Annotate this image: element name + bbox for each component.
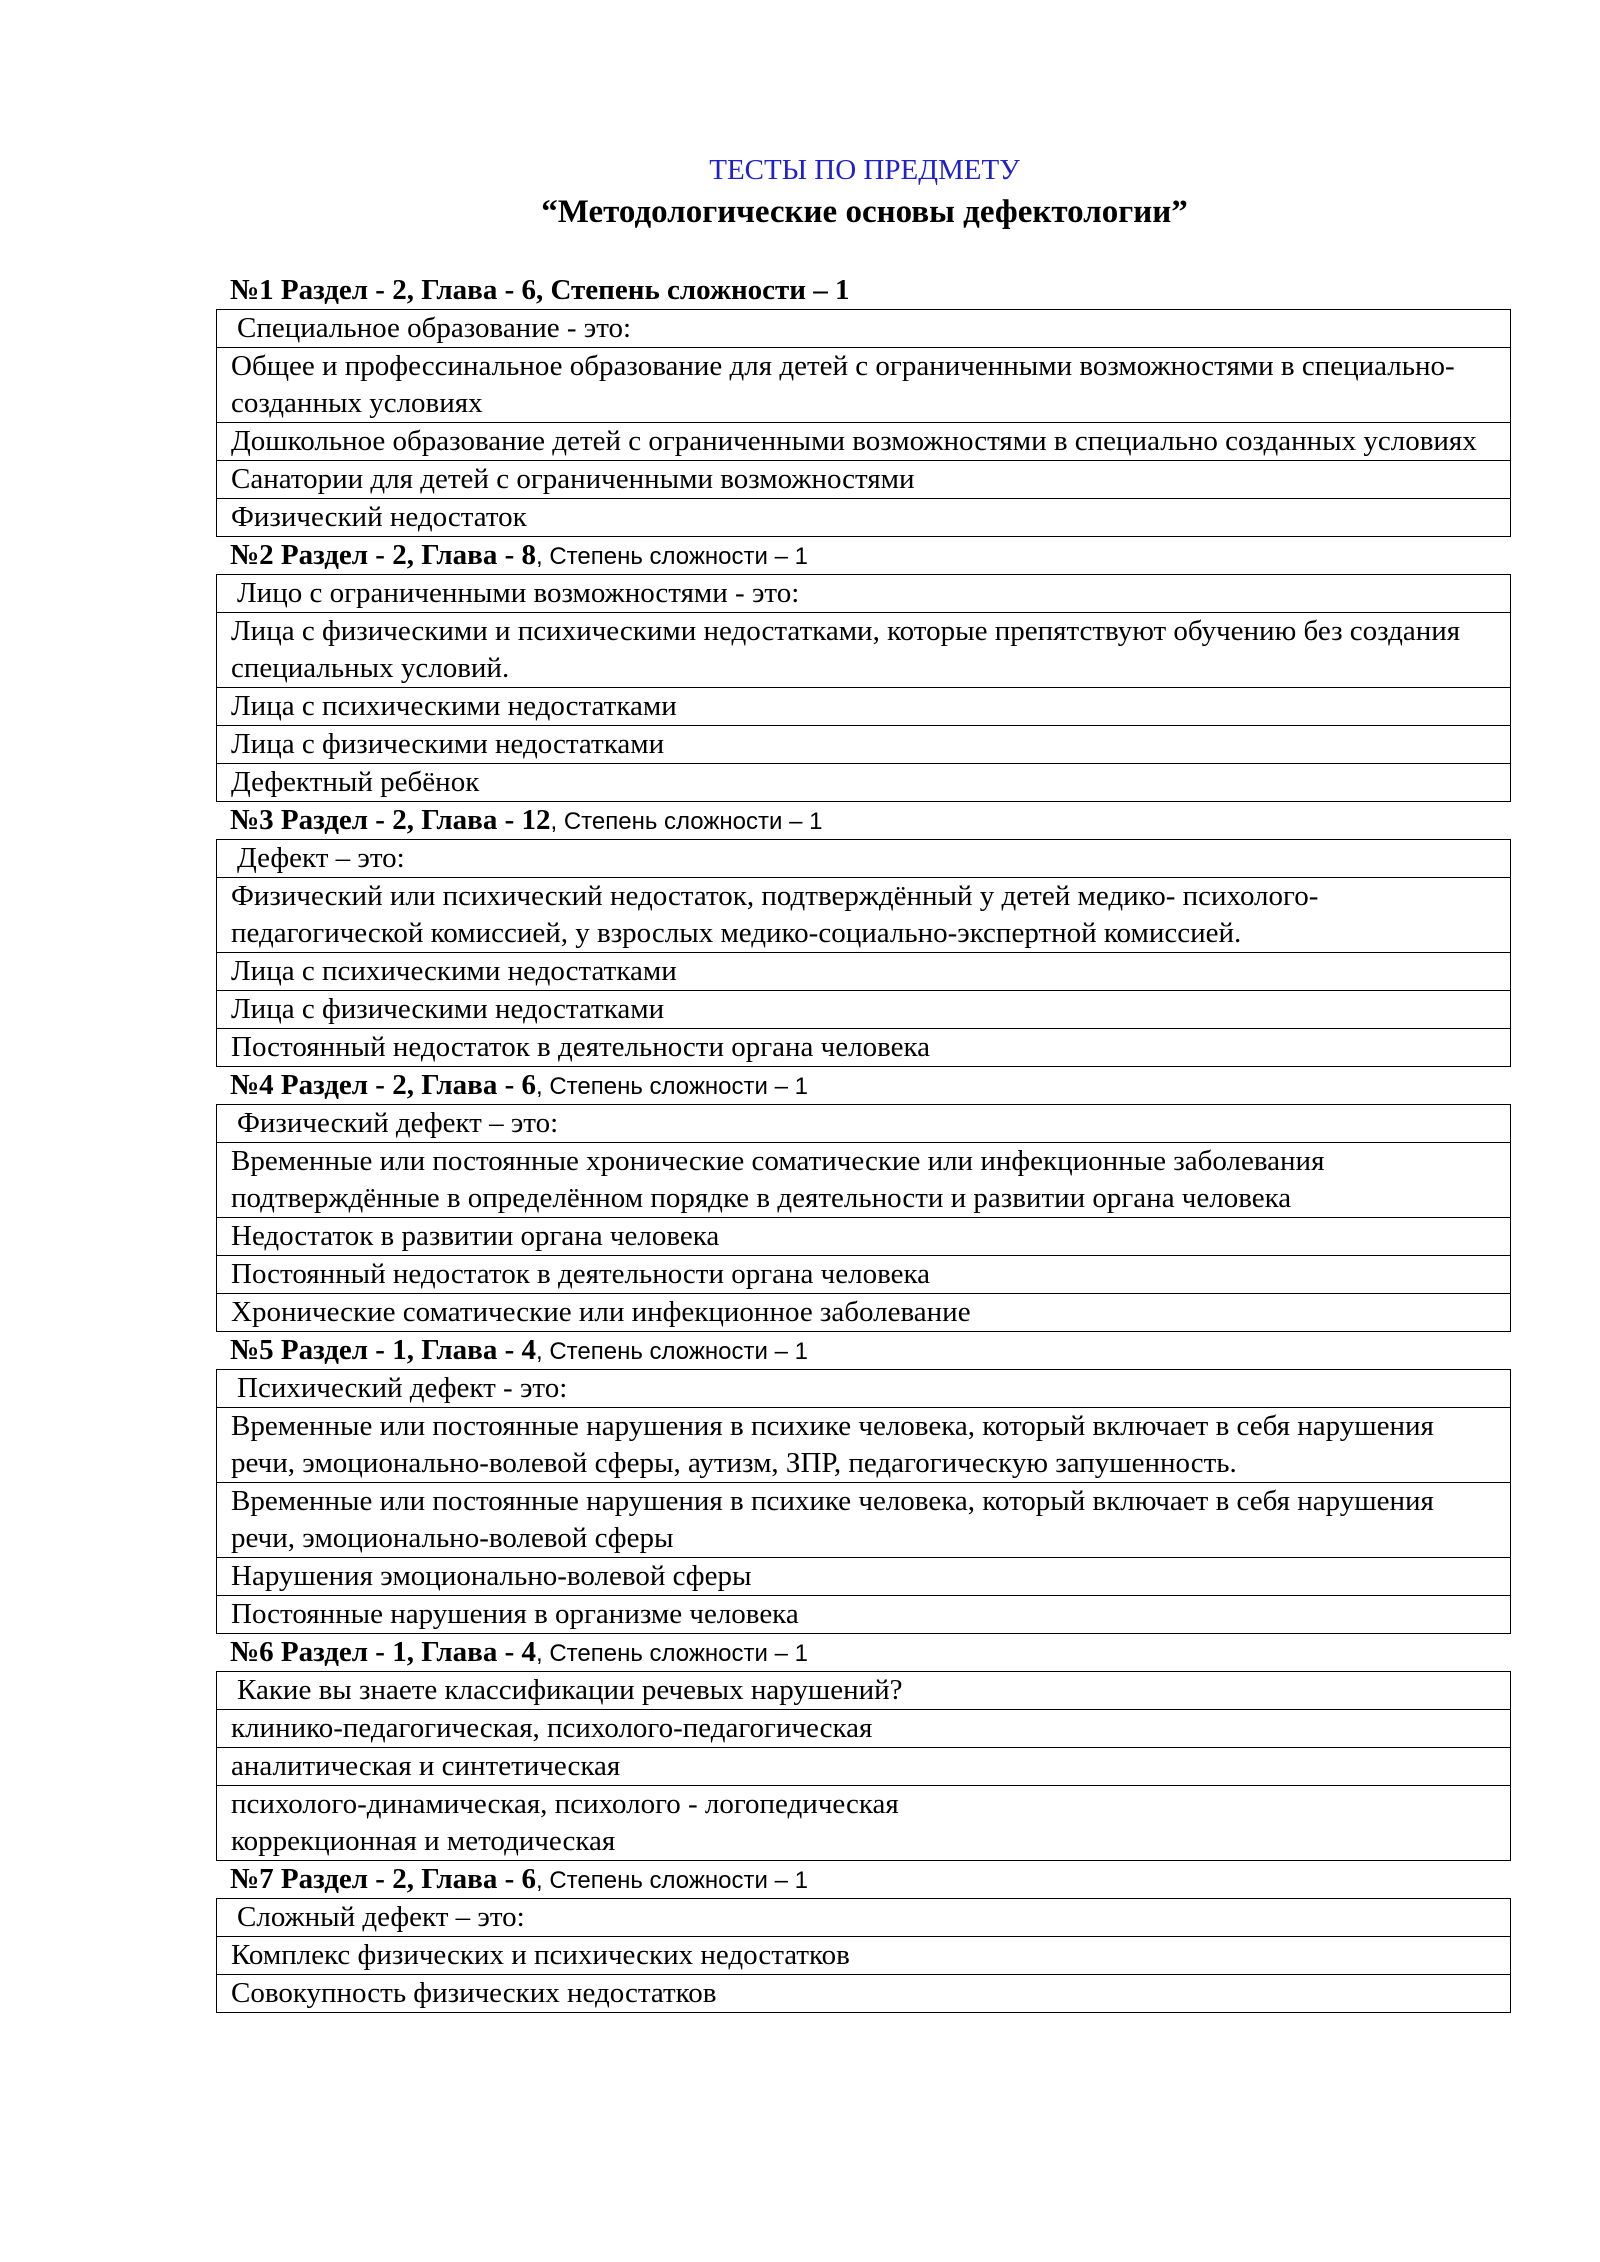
question-block xyxy=(216,537,1511,802)
answer-option-line: коррекционная и методическая xyxy=(231,1825,616,1857)
test-list xyxy=(216,272,1511,2013)
answer-option: Лица с психическими недостатками xyxy=(217,953,1510,991)
question-difficulty: , Степень сложности – 1 xyxy=(535,1640,808,1667)
question-table xyxy=(216,574,1511,802)
answer-option: Санатории для детей с ограниченными возможностями xyxy=(217,461,1510,499)
question-block xyxy=(216,1332,1511,1634)
question-difficulty: , Степень сложности – 1 xyxy=(535,1867,808,1894)
question-block xyxy=(216,1861,1511,2013)
answer-option: Общее и профессинальное образование для детей с ограниченными возможностями в специально-созданных условиях xyxy=(217,348,1510,423)
question-text: Дефект – это: xyxy=(217,840,1510,878)
question-table xyxy=(216,309,1511,537)
answer-option: Нарушения эмоционально-волевой сферы xyxy=(217,1558,1510,1596)
answer-option: Хронические соматические или инфекционное заболевание xyxy=(217,1294,1510,1332)
answer-option: Постоянный недостаток в деятельности органа человека xyxy=(217,1256,1510,1294)
question-header-label: №5 Раздел - 1, Глава - 4 xyxy=(230,1334,536,1366)
answer-option: Лица с психическими недостатками xyxy=(217,688,1510,726)
answer-option: Лица с физическими недостатками xyxy=(217,991,1510,1029)
question-header xyxy=(216,1332,1511,1369)
answer-option xyxy=(217,1786,1510,1861)
answer-option: клинико-педагогическая, психолого-педагогическая xyxy=(217,1710,1510,1748)
answer-option: Лица с физическими недостатками xyxy=(217,726,1510,764)
question-header-label: №2 Раздел - 2, Глава - 8 xyxy=(230,539,536,571)
question-table xyxy=(216,1104,1511,1332)
question-difficulty: , Степень сложности – 1 xyxy=(535,543,808,570)
question-text: Сложный дефект – это: xyxy=(217,1899,1510,1937)
question-header xyxy=(216,802,1511,839)
answer-option: Недостаток в развитии органа человека xyxy=(217,1218,1510,1256)
question-header xyxy=(216,1067,1511,1104)
question-block xyxy=(216,802,1511,1067)
question-difficulty: , Степень сложности – 1 xyxy=(535,1073,808,1100)
question-difficulty: , Степень сложности – 1 xyxy=(535,1338,808,1365)
answer-option: аналитическая и синтетическая xyxy=(217,1748,1510,1786)
question-header xyxy=(216,272,1511,309)
question-block xyxy=(216,1634,1511,1861)
answer-option: Дефектный ребёнок xyxy=(217,764,1510,802)
question-text: Психический дефект - это: xyxy=(217,1370,1510,1408)
answer-option: Постоянный недостаток в деятельности органа человека xyxy=(217,1029,1510,1067)
question-table xyxy=(216,1671,1511,1861)
document-title: “Методологические основы дефектологии” xyxy=(541,194,1188,230)
question-table xyxy=(216,1898,1511,2013)
question-header-label: №7 Раздел - 2, Глава - 6 xyxy=(230,1863,536,1895)
question-header-label: №4 Раздел - 2, Глава - 6 xyxy=(230,1069,536,1101)
answer-option: Постоянные нарушения в организме человека xyxy=(217,1596,1510,1634)
answer-option: Физический недостаток xyxy=(217,499,1510,537)
answer-option: Временные или постоянные хронические соматические или инфекционные заболевания подтверждённые в определённом порядке в деятельности и развитии органа человека xyxy=(217,1143,1510,1218)
document-subtitle: ТЕСТЫ ПО ПРЕДМЕТУ xyxy=(709,154,1020,186)
question-header-label: №6 Раздел - 1, Глава - 4 xyxy=(230,1636,536,1668)
question-header xyxy=(216,1861,1511,1898)
answer-option: Дошкольное образование детей с ограниченными возможностями в специально созданных условиях xyxy=(217,423,1510,461)
question-text: Лицо с ограниченными возможностями - это: xyxy=(217,575,1510,613)
question-table xyxy=(216,839,1511,1067)
answer-option: Лица с физическими и психическими недостатками, которые препятствуют обучению без создания специальных условий. xyxy=(217,613,1510,688)
question-text: Какие вы знаете классификации речевых нарушений? xyxy=(217,1672,1510,1710)
question-header-label: №1 Раздел - 2, Глава - 6, Степень сложности – 1 xyxy=(230,274,850,306)
answer-option: Комплекс физических и психических недостатков xyxy=(217,1937,1510,1975)
answer-option-line: психолого-динамическая, психолого - логопедическая xyxy=(231,1788,899,1820)
answer-option: Временные или постоянные нарушения в психике человека, который включает в себя нарушения речи, эмоционально-волевой сферы, аутизм, ЗПР, педагогическую запушенность. xyxy=(217,1408,1510,1483)
question-block xyxy=(216,272,1511,537)
answer-option: Физический или психический недостаток, подтверждённый у детей медико- психолого-педагогической комиссией, у взрослых медико-социально-экспертной комиссией. xyxy=(217,878,1510,953)
question-header xyxy=(216,537,1511,574)
question-table xyxy=(216,1369,1511,1634)
answer-option: Временные или постоянные нарушения в психике человека, который включает в себя нарушения речи, эмоционально-волевой сферы xyxy=(217,1483,1510,1558)
question-header xyxy=(216,1634,1511,1671)
question-block xyxy=(216,1067,1511,1332)
question-header-label: №3 Раздел - 2, Глава - 12 xyxy=(230,804,551,836)
question-text: Специальное образование - это: xyxy=(217,310,1510,348)
question-difficulty: , Степень сложности – 1 xyxy=(550,808,823,835)
answer-option: Совокупность физических недостатков xyxy=(217,1975,1510,2013)
question-text: Физический дефект – это: xyxy=(217,1105,1510,1143)
